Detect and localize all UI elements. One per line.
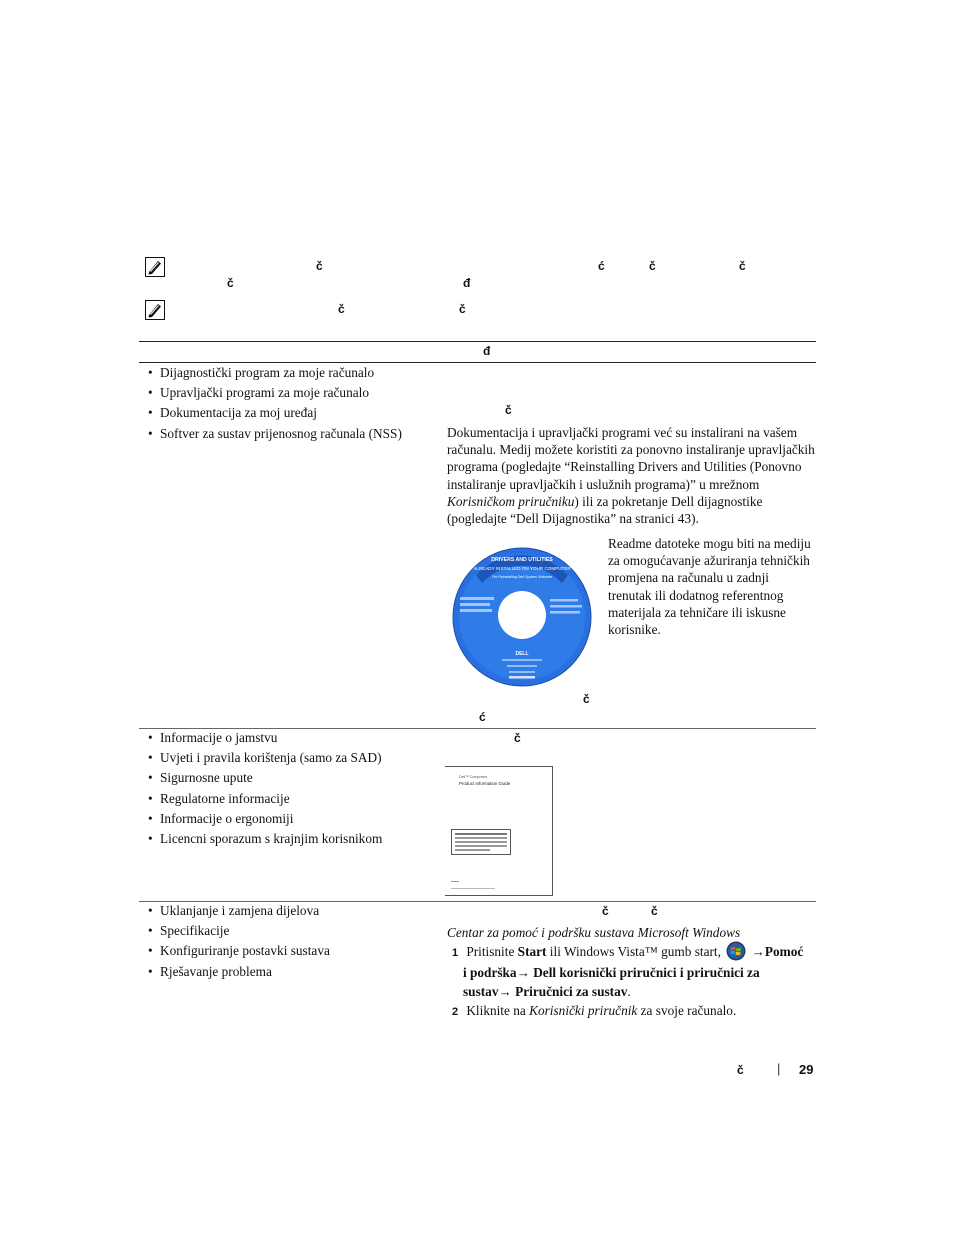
list-item: • Informacije o jamstvu <box>148 728 382 748</box>
section2-list <box>148 728 382 849</box>
booklet-brand: Dell™ Computers <box>459 775 488 779</box>
section3-glyph: č <box>602 904 609 918</box>
list-item: • Konfiguriranje postavki sustava <box>148 941 330 961</box>
booklet-notice-box <box>451 829 511 855</box>
step-1: 1 Pritisnite Start ili Windows Vista™ gumb start, →Pomoć <box>452 941 817 963</box>
list-item: • Regulatorne informacije <box>148 789 382 809</box>
note-pencil-icon <box>145 300 165 320</box>
note1-glyph: đ <box>463 276 471 290</box>
booklet-title: Product Information Guide <box>459 781 511 786</box>
section1-description: Dokumentacija i upravljački programi već su instalirani na vašem računalu. Medij možete koristiti za ponovno instaliranje upravljačkih programa (pogledajte “Reinstalling Drivers and Utilities (Ponovno instaliranje upravljačkih i uslužnih programa)” u mrežnom Korisničkom priručniku) ili za pokretanje Dell dijagnostike (pogledajte “Dell Dijagnostika” na stranici 43). <box>447 425 815 527</box>
cd-title-line1: DRIVERS AND UTILITIES <box>491 557 553 563</box>
section3-list <box>148 901 330 982</box>
footer-glyph: č <box>737 1063 744 1077</box>
note1-glyph: č <box>649 259 656 273</box>
footer-separator: | <box>777 1061 781 1076</box>
help-center-title: Centar za pomoć i podršku sustava Microsoft Windows <box>447 925 741 940</box>
list-item: • Uklanjanje i zamjena dijelova <box>148 901 330 921</box>
product-information-guide-image <box>445 766 553 896</box>
list-item: • Dokumentacija za moj uređaj <box>148 403 402 423</box>
help-steps <box>452 941 817 1022</box>
cd-subtitle: For Reinstalling Dell System Software <box>491 575 553 579</box>
note-pencil-icon <box>145 257 165 277</box>
cd-caption-glyph: č <box>583 692 590 706</box>
cd-title-line2: ALREADY INSTALLED ON YOUR COMPUTER <box>473 566 571 571</box>
drivers-utilities-cd-image <box>452 547 592 687</box>
step-1-line3: sustav→ Priručnici za sustav. <box>463 984 631 999</box>
cd-brand: DELL <box>515 651 529 657</box>
list-item: • Dijagnostički program za moje računalo <box>148 363 402 383</box>
list-item: • Informacije o ergonomiji <box>148 809 382 829</box>
note1-glyph: ć <box>598 259 605 273</box>
readme-text: Readme datoteke mogu biti na mediju za omogućavanje ažuriranja tehničkih promjena na računalu u zadnji trenutak ili dodatnog referentnog materijala za tehničare ili iskusne korisnike. <box>608 536 811 638</box>
section1-list <box>148 363 402 444</box>
cd-caption-glyph: ć <box>479 710 486 724</box>
table-header-glyph: đ <box>483 344 491 358</box>
note2-glyph: č <box>338 302 345 316</box>
list-item: • Softver za sustav prijenosnog računala (NSS) <box>148 424 402 444</box>
list-item: • Licencni sporazum s krajnjim korisnikom <box>148 829 382 849</box>
page-number: 29 <box>799 1062 814 1077</box>
table-top-rule <box>139 341 816 342</box>
note1-glyph: č <box>739 259 746 273</box>
step-2: 2 Kliknite na Korisnički priručnik za svoje računalo. <box>452 1003 737 1018</box>
list-item: • Rješavanje problema <box>148 962 330 982</box>
list-item: • Uvjeti i pravila korištenja (samo za SAD) <box>148 748 382 768</box>
step-1-line2: i podrška→ Dell korisnički priručnici i priručnici za <box>463 965 760 980</box>
note1-glyph: č <box>316 259 323 273</box>
section1-glyph: č <box>505 403 512 417</box>
windows-start-orb-icon <box>726 941 746 961</box>
list-item: • Upravljački programi za moje računalo <box>148 383 402 403</box>
note1-glyph: č <box>227 276 234 290</box>
section2-glyph: č <box>514 731 521 745</box>
note2-glyph: č <box>459 302 466 316</box>
list-item: • Sigurnosne upute <box>148 768 382 788</box>
section3-glyph: č <box>651 904 658 918</box>
list-item: • Specifikacije <box>148 921 330 941</box>
